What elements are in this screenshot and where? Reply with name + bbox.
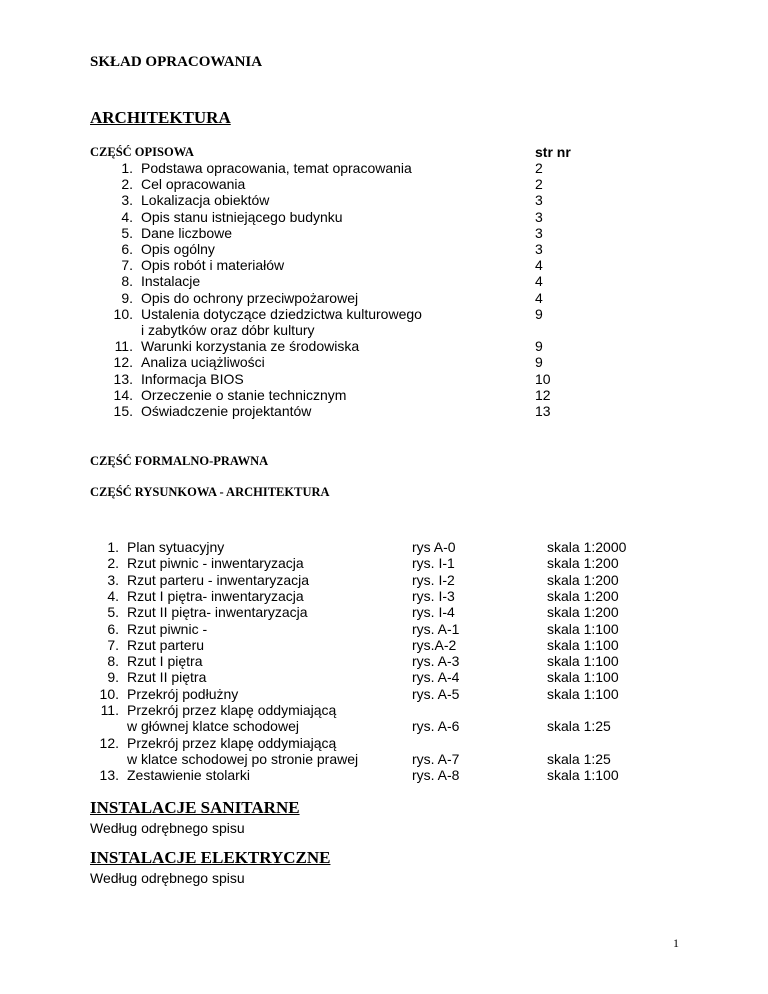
- formal-legal-part-heading: CZĘŚĆ FORMALNO-PRAWNA: [90, 454, 269, 468]
- drawing-item: [97, 539, 224, 555]
- toc-item-number: 12.: [113, 354, 133, 371]
- toc-item: [107, 241, 215, 257]
- drawing-item: [97, 669, 206, 685]
- drawing-sheet-number: rys. A-1: [412, 620, 460, 637]
- toc-item-number: 7.: [121, 257, 133, 274]
- toc-item-title: Lokalizacja obiektów: [141, 192, 270, 209]
- drawing-scale: skala 1:200: [547, 604, 619, 621]
- toc-item-number: 8.: [121, 273, 133, 290]
- toc-item-title: Cel opracowania: [141, 176, 246, 193]
- drawing-scale: skala 1:100: [547, 767, 619, 784]
- toc-item-number: 11.: [114, 338, 133, 355]
- drawing-scale: skala 1:200: [547, 571, 619, 588]
- drawing-item: [97, 604, 308, 620]
- toc-item-page: 4: [535, 257, 543, 274]
- drawing-item: [97, 572, 309, 588]
- sanitary-installations-note: Według odrębnego spisu: [90, 820, 245, 836]
- drawing-item-title: Rzut parteru: [127, 636, 205, 653]
- electrical-installations-heading: INSTALACJE ELEKTRYCZNE: [90, 848, 331, 867]
- drawing-sheet-number: rys. A-8: [412, 767, 460, 784]
- drawing-item: [97, 686, 238, 702]
- toc-item-number: 5.: [121, 224, 133, 241]
- toc-item-page: 2: [535, 176, 543, 193]
- toc-item: [107, 273, 200, 289]
- toc-item-title: Informacja BIOS: [141, 370, 244, 387]
- drawing-item-number: 8.: [107, 653, 119, 670]
- drawing-scale: skala 1:100: [547, 653, 619, 670]
- toc-item: [107, 225, 232, 241]
- toc-item-number: 1.: [121, 160, 133, 176]
- toc-item-title: Warunki korzystania ze środowiska: [141, 338, 360, 355]
- drawing-item: [97, 702, 336, 718]
- drawing-sheet-number: rys. A-6: [412, 718, 460, 735]
- drawing-item: [97, 735, 336, 751]
- drawing-item-title: Przekrój podłużny: [127, 685, 239, 702]
- toc-item: [107, 257, 284, 273]
- toc-item-number: 15.: [113, 403, 133, 419]
- toc-item-title: Instalacje: [141, 273, 201, 290]
- toc-item: [107, 371, 244, 387]
- toc-item-number: 14.: [113, 386, 133, 403]
- toc-item-title: Podstawa opracowania, temat opracowania: [141, 160, 412, 176]
- page-number: 1: [673, 936, 679, 950]
- toc-item: [107, 306, 422, 322]
- toc-item-title: Opis ogólny: [141, 241, 215, 257]
- toc-item-title: Opis stanu istniejącego budynku: [141, 208, 343, 225]
- drawing-sheet-number: rys. I-3: [412, 587, 455, 604]
- toc-item: [107, 403, 311, 419]
- drawing-item-title: Rzut parteru - inwentaryzacja: [127, 571, 310, 588]
- toc-item-title: Opis do ochrony przeciwpożarowej: [141, 289, 359, 306]
- drawing-item-number: 6.: [107, 620, 119, 637]
- toc-item: [107, 160, 412, 176]
- drawing-item-title: Plan sytuacyjny: [127, 539, 225, 555]
- drawing-sheet-number: rys. I-2: [412, 571, 455, 588]
- drawing-sheet-number: rys. A-7: [412, 750, 460, 767]
- toc-item-page: 10: [535, 370, 551, 387]
- toc-item-number: 13.: [113, 370, 133, 387]
- drawing-item-title: Przekrój przez klapę oddymiającą: [127, 702, 337, 718]
- toc-item-number: 10.: [113, 305, 133, 322]
- toc-item-page: 4: [535, 273, 543, 290]
- toc-item-number: 9.: [121, 289, 133, 306]
- drawing-item-title-continuation: w głównej klatce schodowej: [127, 718, 299, 735]
- drawing-scale: skala 1:100: [547, 685, 619, 702]
- drawing-item: [97, 767, 250, 783]
- toc-item: [107, 387, 346, 403]
- drawing-item-number: 3.: [107, 571, 119, 588]
- toc-item-page: 9: [535, 338, 543, 355]
- drawing-scale: skala 1:100: [547, 636, 619, 653]
- toc-item-page: 9: [535, 354, 543, 371]
- toc-item-number: 2.: [121, 176, 133, 193]
- toc-item-title: Ustalenia dotyczące dziedzictwa kulturowego: [141, 305, 422, 322]
- toc-item-page: 3: [535, 241, 543, 257]
- descriptive-part-heading: CZĘŚĆ OPISOWA: [90, 145, 194, 159]
- drawing-item-number: 11.: [100, 702, 119, 718]
- drawing-scale: skala 1:2000: [547, 539, 627, 555]
- drawing-scale: skala 1:200: [547, 587, 619, 604]
- toc-item-page: 4: [535, 289, 543, 306]
- drawing-scale: skala 1:25: [547, 750, 611, 767]
- toc-item-page: 9: [535, 305, 543, 322]
- drawing-item: [97, 588, 304, 604]
- toc-item-title: Opis robót i materiałów: [141, 257, 285, 274]
- toc-item-page: 2: [535, 160, 543, 176]
- drawing-item-number: 9.: [107, 669, 119, 686]
- drawing-item-number: 4.: [107, 587, 119, 604]
- drawing-sheet-number: rys.A-2: [412, 636, 457, 653]
- sanitary-installations-heading: INSTALACJE SANITARNE: [90, 798, 300, 817]
- drawing-sheet-number: rys. I-1: [412, 555, 455, 572]
- drawing-item-title: Przekrój przez klapę oddymiającą: [127, 734, 337, 751]
- drawing-scale: skala 1:25: [547, 718, 611, 735]
- drawing-item-number: 2.: [107, 555, 119, 572]
- toc-item-page: 3: [535, 192, 543, 209]
- drawing-item-title: Rzut II piętra- inwentaryzacja: [127, 604, 308, 621]
- drawing-item: [97, 555, 304, 571]
- drawing-item-title: Rzut I piętra- inwentaryzacja: [127, 587, 304, 604]
- drawing-item: [97, 621, 207, 637]
- drawing-item-number: 10.: [99, 685, 119, 702]
- drawings-part-heading: CZĘŚĆ RYSUNKOWA - ARCHITEKTURA: [90, 485, 330, 499]
- toc-item-title: Orzeczenie o stanie technicznym: [141, 386, 347, 403]
- drawing-item-title-continuation: w klatce schodowej po stronie prawej: [127, 750, 359, 767]
- toc-item-title: Oświadczenie projektantów: [141, 403, 312, 419]
- toc-item: [107, 290, 358, 306]
- toc-item-page: 12: [535, 386, 551, 403]
- drawing-item-title: Rzut II piętra: [127, 669, 207, 686]
- drawing-scale: skala 1:100: [547, 669, 619, 686]
- toc-item-title-continuation: i zabytków oraz dóbr kultury: [141, 322, 315, 338]
- section-architecture-heading: ARCHITEKTURA: [90, 108, 231, 127]
- toc-item-number: 3.: [121, 192, 133, 209]
- toc-item-page: 3: [535, 208, 543, 225]
- drawing-item-number: 1.: [107, 539, 119, 555]
- page-number-column-header: str nr: [535, 144, 571, 160]
- drawing-item-number: 5.: [107, 604, 119, 621]
- drawing-item: [97, 637, 204, 653]
- drawing-item-title: Rzut piwnic - inwentaryzacja: [127, 555, 304, 572]
- toc-item: [107, 209, 343, 225]
- drawing-item-title: Zestawienie stolarki: [127, 767, 250, 784]
- toc-item: [107, 338, 359, 354]
- drawing-sheet-number: rys. A-3: [412, 653, 460, 670]
- drawing-scale: skala 1:200: [547, 555, 619, 572]
- drawing-sheet-number: rys. A-4: [412, 669, 460, 686]
- toc-item: [107, 176, 245, 192]
- electrical-installations-note: Według odrębnego spisu: [90, 870, 245, 886]
- drawing-item-number: 13.: [99, 767, 119, 784]
- drawing-sheet-number: rys. I-4: [412, 604, 455, 621]
- drawing-sheet-number: rys. A-5: [412, 685, 460, 702]
- drawing-item-title: Rzut piwnic -: [127, 620, 208, 637]
- toc-item-title: Analiza uciążliwości: [141, 354, 265, 371]
- toc-item-page: 3: [535, 224, 543, 241]
- drawing-item-number: 7.: [107, 636, 119, 653]
- toc-item-page: 13: [535, 403, 551, 419]
- drawing-item-number: 12.: [99, 734, 119, 751]
- toc-item: [107, 354, 265, 370]
- toc-item-number: 4.: [121, 208, 133, 225]
- toc-item-title: Dane liczbowe: [141, 224, 233, 241]
- drawing-item-title: Rzut I piętra: [127, 653, 203, 670]
- toc-item: [107, 192, 269, 208]
- document-title: SKŁAD OPRACOWANIA: [90, 54, 263, 70]
- drawing-sheet-number: rys A-0: [412, 539, 456, 555]
- drawing-item: [97, 653, 202, 669]
- drawing-scale: skala 1:100: [547, 620, 619, 637]
- toc-item-number: 6.: [121, 241, 133, 257]
